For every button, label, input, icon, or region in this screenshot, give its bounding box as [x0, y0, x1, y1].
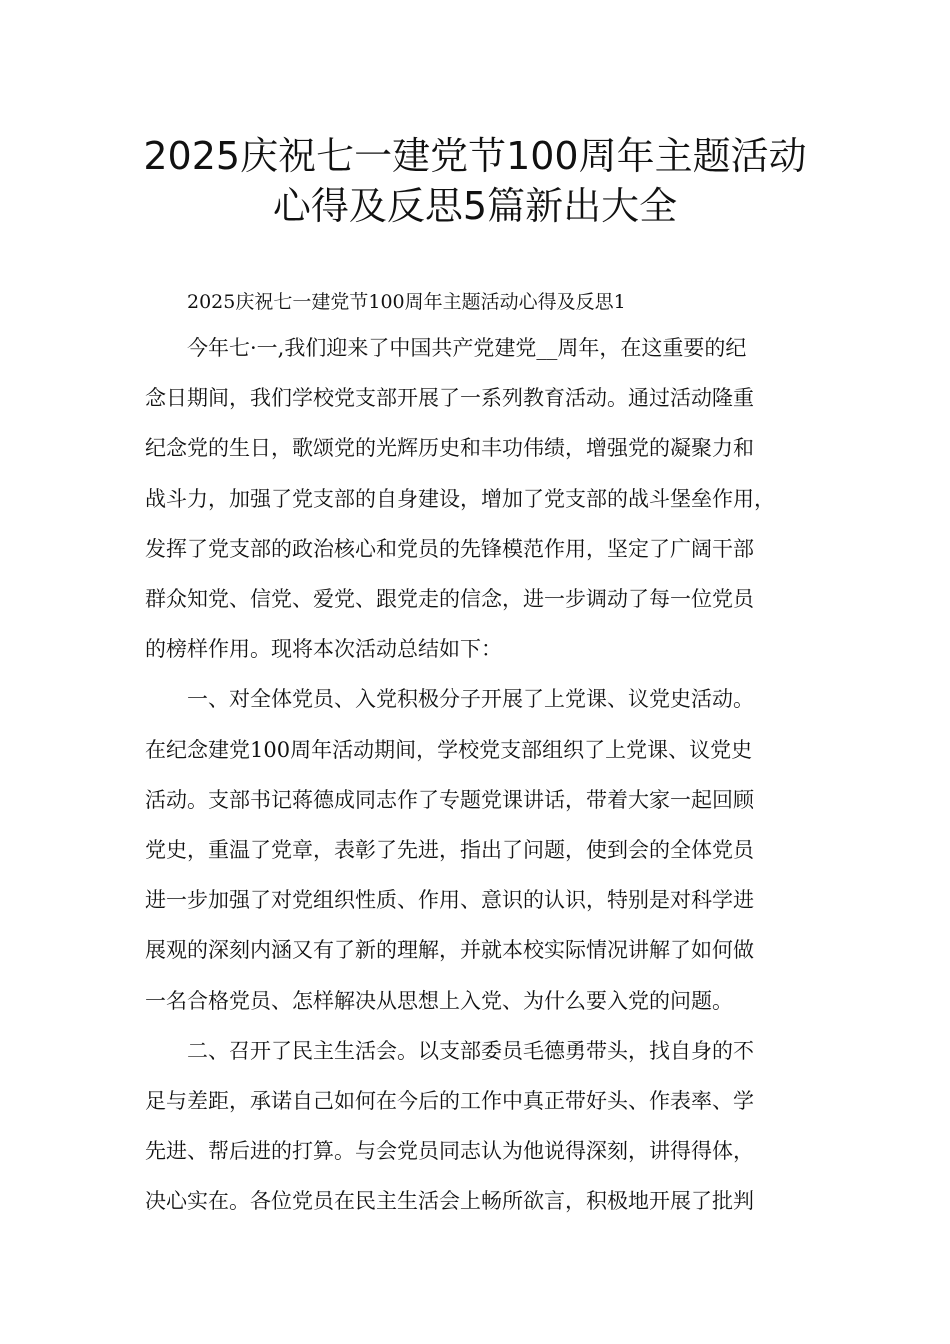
- body-line: 的榜样作用。现将本次活动总结如下：: [145, 637, 502, 662]
- body-line: 纪念党的生日，歌颂党的光辉历史和丰功伟绩，增强党的凝聚力和: [145, 436, 754, 461]
- body-line: 一名合格党员、怎样解决从思想上入党、为什么要入党的问题。: [145, 988, 733, 1013]
- body-line: 进一步加强了对党组织性质、作用、意识的认识，特别是对科学进: [145, 888, 754, 913]
- body-line: 一、对全体党员、入党积极分子开展了上党课、议党史活动。: [187, 687, 754, 712]
- body-line: 先进、帮后进的打算。与会党员同志认为他说得深刻，讲得得体，: [145, 1139, 754, 1164]
- body-line: 今年七·一,我们迎来了中国共产党建党__周年，在这重要的纪: [187, 336, 747, 360]
- section-subtitle: 2025庆祝七一建党节100周年主题活动心得及反思1: [187, 291, 626, 313]
- body-line: 足与差距，承诺自己如何在今后的工作中真正带好头、作表率、学: [145, 1089, 754, 1114]
- body-line: 决心实在。各位党员在民主生活会上畅所欲言，积极地开展了批判: [145, 1189, 754, 1214]
- body-line: 念日期间，我们学校党支部开展了一系列教育活动。通过活动隆重: [145, 386, 754, 411]
- body-line: 战斗力，加强了党支部的自身建设，增加了党支部的战斗堡垒作用，: [145, 486, 775, 511]
- document-title-line-2: 心得及反思5篇新出大全: [272, 184, 678, 228]
- body-line: 在纪念建党100周年活动期间，学校党支部组织了上党课、议党史: [145, 737, 753, 762]
- body-line: 展观的深刻内涵又有了新的理解，并就本校实际情况讲解了如何做: [145, 938, 754, 963]
- document-body: [145, 323, 825, 1227]
- body-line: 活动。支部书记蒋德成同志作了专题党课讲话，带着大家一起回顾: [145, 787, 754, 812]
- body-line: 群众知党、信党、爱党、跟党走的信念，进一步调动了每一位党员: [145, 587, 754, 612]
- body-line: 二、召开了民主生活会。以支部委员毛德勇带头，找自身的不: [187, 1038, 754, 1063]
- document-title-line-1: 2025庆祝七一建党节100周年主题活动: [143, 134, 807, 178]
- body-line: 党史，重温了党章，表彰了先进，指出了问题，使到会的全体党员: [145, 838, 754, 863]
- body-line: 发挥了党支部的政治核心和党员的先锋模范作用，坚定了广阔干部: [145, 536, 754, 561]
